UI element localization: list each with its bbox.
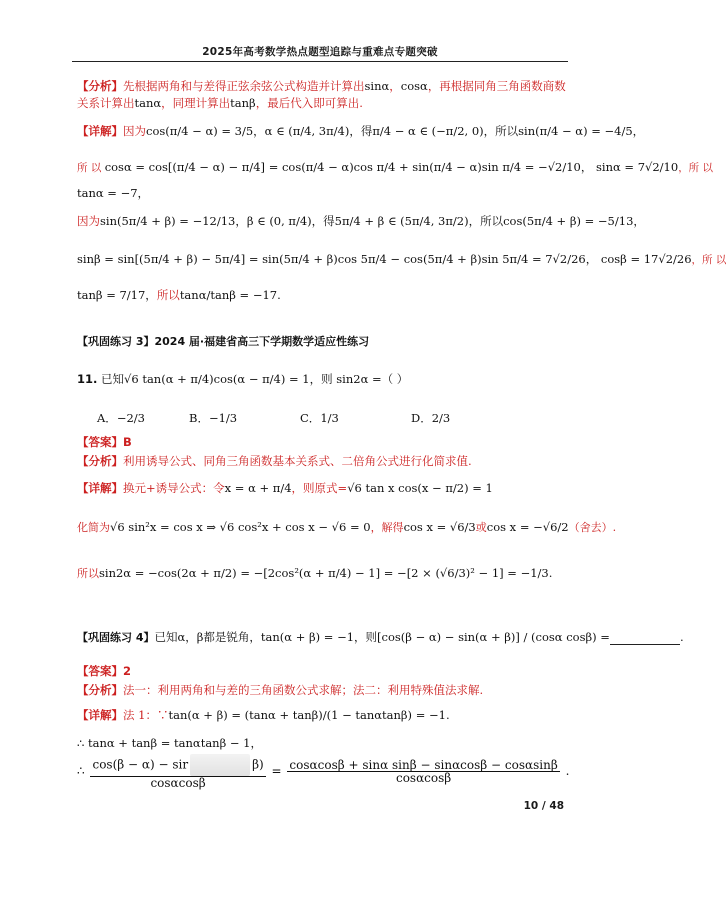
math-expr: √6 tan(α + π/4)cos(α − π/4) = 1，则 sin2α =（ ） [124, 372, 409, 386]
answer-value: 2 [123, 664, 132, 678]
math-expr: tan(α + β) = −1 [260, 630, 355, 644]
detail-tag: 【详解】 [77, 481, 123, 495]
detail-line-3 [77, 186, 149, 201]
fraction-right [287, 759, 559, 784]
question-text: 已知 [101, 372, 125, 386]
math-expr: tan(α + β) = (tanα + tanβ)/(1 − tanαtanβ) = −1 [168, 708, 446, 722]
fraction-numerator [90, 754, 265, 777]
practice4-answer [77, 664, 131, 679]
choice-a [97, 410, 145, 426]
math-expr: √6 tan x cos(x − π/2) = 1 [347, 481, 493, 495]
detail-line-5 [77, 252, 726, 268]
choice-letter: A． [97, 411, 117, 425]
math-expr: x = α + π/4 [224, 481, 292, 495]
math-inline: cosα [400, 79, 428, 93]
choice-value: −1/3 [208, 411, 238, 425]
math-expr: tanα = −7， [77, 186, 150, 200]
math-expr: tanβ = 7/17， [77, 288, 157, 302]
practice3-heading: 【巩固练习 3】2024 届·福建省高三下学期数学适应性练习 [77, 335, 370, 348]
choice-d [411, 410, 450, 426]
detail-text: ，所 以 [678, 162, 714, 174]
detail-text: 或 [475, 521, 487, 534]
header-rule [72, 61, 568, 62]
practice3-detail-1 [77, 481, 493, 496]
math-expr: cosα = cos[(π/4 − α) − π/4] = cos(π/4 − α)cos π/4 + sin(π/4 − α)sin π/4 = −√2/10 [104, 160, 581, 174]
practice3-detail-2 [77, 520, 616, 535]
detail-line-4 [77, 214, 645, 229]
math-inline: sinα [364, 79, 390, 93]
math-expr: 5π/4 + β ∈ (5π/4, 3π/2)，所以 [334, 214, 504, 228]
practice3-detail-3 [77, 566, 552, 581]
question-text: ，则 [354, 630, 378, 644]
practice3-analysis [77, 454, 472, 469]
detail-text: （舍去）. [568, 521, 617, 534]
analysis-line-1 [77, 79, 566, 94]
detail-tag: 【详解】 [77, 124, 123, 138]
practice4-heading: 【巩固练习 4】 [77, 631, 155, 644]
analysis-text: 利用诱导公式、同角三角函数基本关系式、二倍角公式进行化简求值. [123, 454, 472, 468]
question-text: 已知α，β都是锐角， [154, 630, 261, 644]
math-expr: √6 sin²x = cos x ⇒ √6 cos²x + cos x − √6 = 0 [110, 520, 371, 534]
choice-value: −2/3 [116, 411, 145, 425]
analysis-tag: 【分析】 [77, 683, 123, 697]
choice-letter: B． [189, 411, 209, 425]
punct: . [679, 630, 684, 644]
detail-line-2 [77, 160, 713, 176]
equals-sign: = [271, 764, 282, 778]
choice-b [189, 410, 237, 426]
analysis-tag: 【分析】 [77, 454, 123, 468]
practice4-analysis [77, 683, 483, 698]
math-expr: ∴ tanα + tanβ = tanαtanβ − 1， [77, 736, 262, 750]
detail-text: 所 以 [77, 162, 102, 174]
redaction-blur [190, 754, 250, 776]
detail-text: 所以 [156, 288, 180, 302]
math-expr: π/4 − α ∈ (−π/2, 0)，所以 [372, 124, 519, 138]
detail-line-6 [77, 288, 281, 303]
answer-blank [610, 633, 680, 645]
num-part: cos(β − α) − sir [92, 757, 189, 772]
analysis-line-2 [77, 96, 363, 111]
analysis-text: ，再根据同角三角函数商数 [427, 79, 566, 93]
punct: . [445, 708, 450, 722]
math-expr: [cos(β − α) − sin(α + β)] / (cosα cosβ) = [377, 630, 610, 644]
math-expr: ， cosβ = 17√2/26 [585, 252, 692, 266]
math-expr: cos(5π/4 + β) = −5/13， [503, 214, 645, 228]
analysis-tag: 【分析】 [77, 79, 123, 93]
choice-value: 1/3 [320, 411, 339, 425]
question-number: 11. [77, 372, 98, 386]
practice3-answer [77, 435, 132, 450]
practice4-detail-3 [77, 754, 569, 789]
detail-line-1 [77, 124, 644, 139]
math-expr: ， sinα = 7√2/10 [580, 160, 679, 174]
detail-text: 因为 [123, 124, 146, 138]
math-expr: cos x = −√6/2 [486, 520, 569, 534]
fraction-denominator: cosαcosβ [395, 771, 452, 785]
page-header: 2025年高考数学热点题型追踪与重难点专题突破 [202, 46, 438, 58]
detail-text: 换元+诱导公式：令 [123, 481, 225, 495]
detail-text: ，所 以 [691, 254, 726, 266]
answer-tag: 【答案】 [77, 664, 123, 678]
math-expr: tanα/tanβ = −17. [179, 288, 281, 302]
choice-letter: D． [411, 411, 432, 425]
math-expr: sin(5π/4 + β) = −12/13，β ∈ (0, π/4)，得 [100, 214, 335, 228]
analysis-text: 法一：利用两角和与差的三角函数公式求解；法二：利用特殊值法求解. [123, 683, 484, 697]
detail-text: 法 1：∵ [123, 708, 169, 722]
math-expr: sinβ = sin[(5π/4 + β) − 5π/4] = sin(5π/4 + β)cos 5π/4 − cos(5π/4 + β)sin 5π/4 = 7√2/26 [77, 252, 586, 266]
practice4-detail-2 [77, 736, 262, 751]
choice-c [300, 410, 339, 426]
analysis-text: 先根据两角和与差得正弦余弦公式构造并计算出 [123, 79, 365, 93]
math-expr: sin(π/4 − α) = −4/5， [518, 124, 645, 138]
detail-text: 所以 [77, 567, 99, 580]
answer-value: B [123, 435, 132, 449]
therefore-symbol: ∴ [77, 764, 85, 778]
detail-text: ，解得 [370, 521, 404, 534]
fraction-left [90, 754, 265, 789]
detail-text: 化简为 [77, 521, 110, 534]
detail-text: ，则原式= [291, 481, 348, 495]
math-expr: cos(π/4 − α) = 3/5，α ∈ (π/4, 3π/4)，得 [146, 124, 373, 138]
num-part: β) [252, 757, 264, 772]
fraction-numerator: cosαcosβ + sinα sinβ − sinαcosβ − cosαsinβ [289, 758, 558, 772]
practice4-detail-1 [77, 708, 450, 723]
detail-text: 因为 [77, 214, 100, 228]
analysis-text: ，同理计算出 [161, 96, 231, 110]
practice3-question [77, 372, 408, 387]
detail-tag: 【详解】 [77, 708, 123, 722]
answer-tag: 【答案】 [77, 435, 123, 449]
punct: . [565, 764, 570, 778]
punct: ， [389, 79, 401, 93]
choice-value: 2/3 [431, 411, 451, 425]
math-expr: cos x = √6/3 [403, 520, 476, 534]
page-number: 10 / 48 [523, 800, 564, 812]
math-inline: tanα [134, 96, 162, 110]
math-expr: sin2α = −cos(2α + π/2) = −[2cos²(α + π/4) − 1] = −[2 × (√6/3)² − 1] = −1/3. [99, 566, 553, 580]
fraction-denominator: cosαcosβ [150, 776, 206, 790]
practice4-question [77, 630, 684, 645]
analysis-text: 关系计算出 [77, 96, 135, 110]
choice-letter: C． [300, 411, 321, 425]
math-inline: tanβ [230, 96, 256, 110]
analysis-text: ，最后代入即可算出. [255, 96, 363, 110]
